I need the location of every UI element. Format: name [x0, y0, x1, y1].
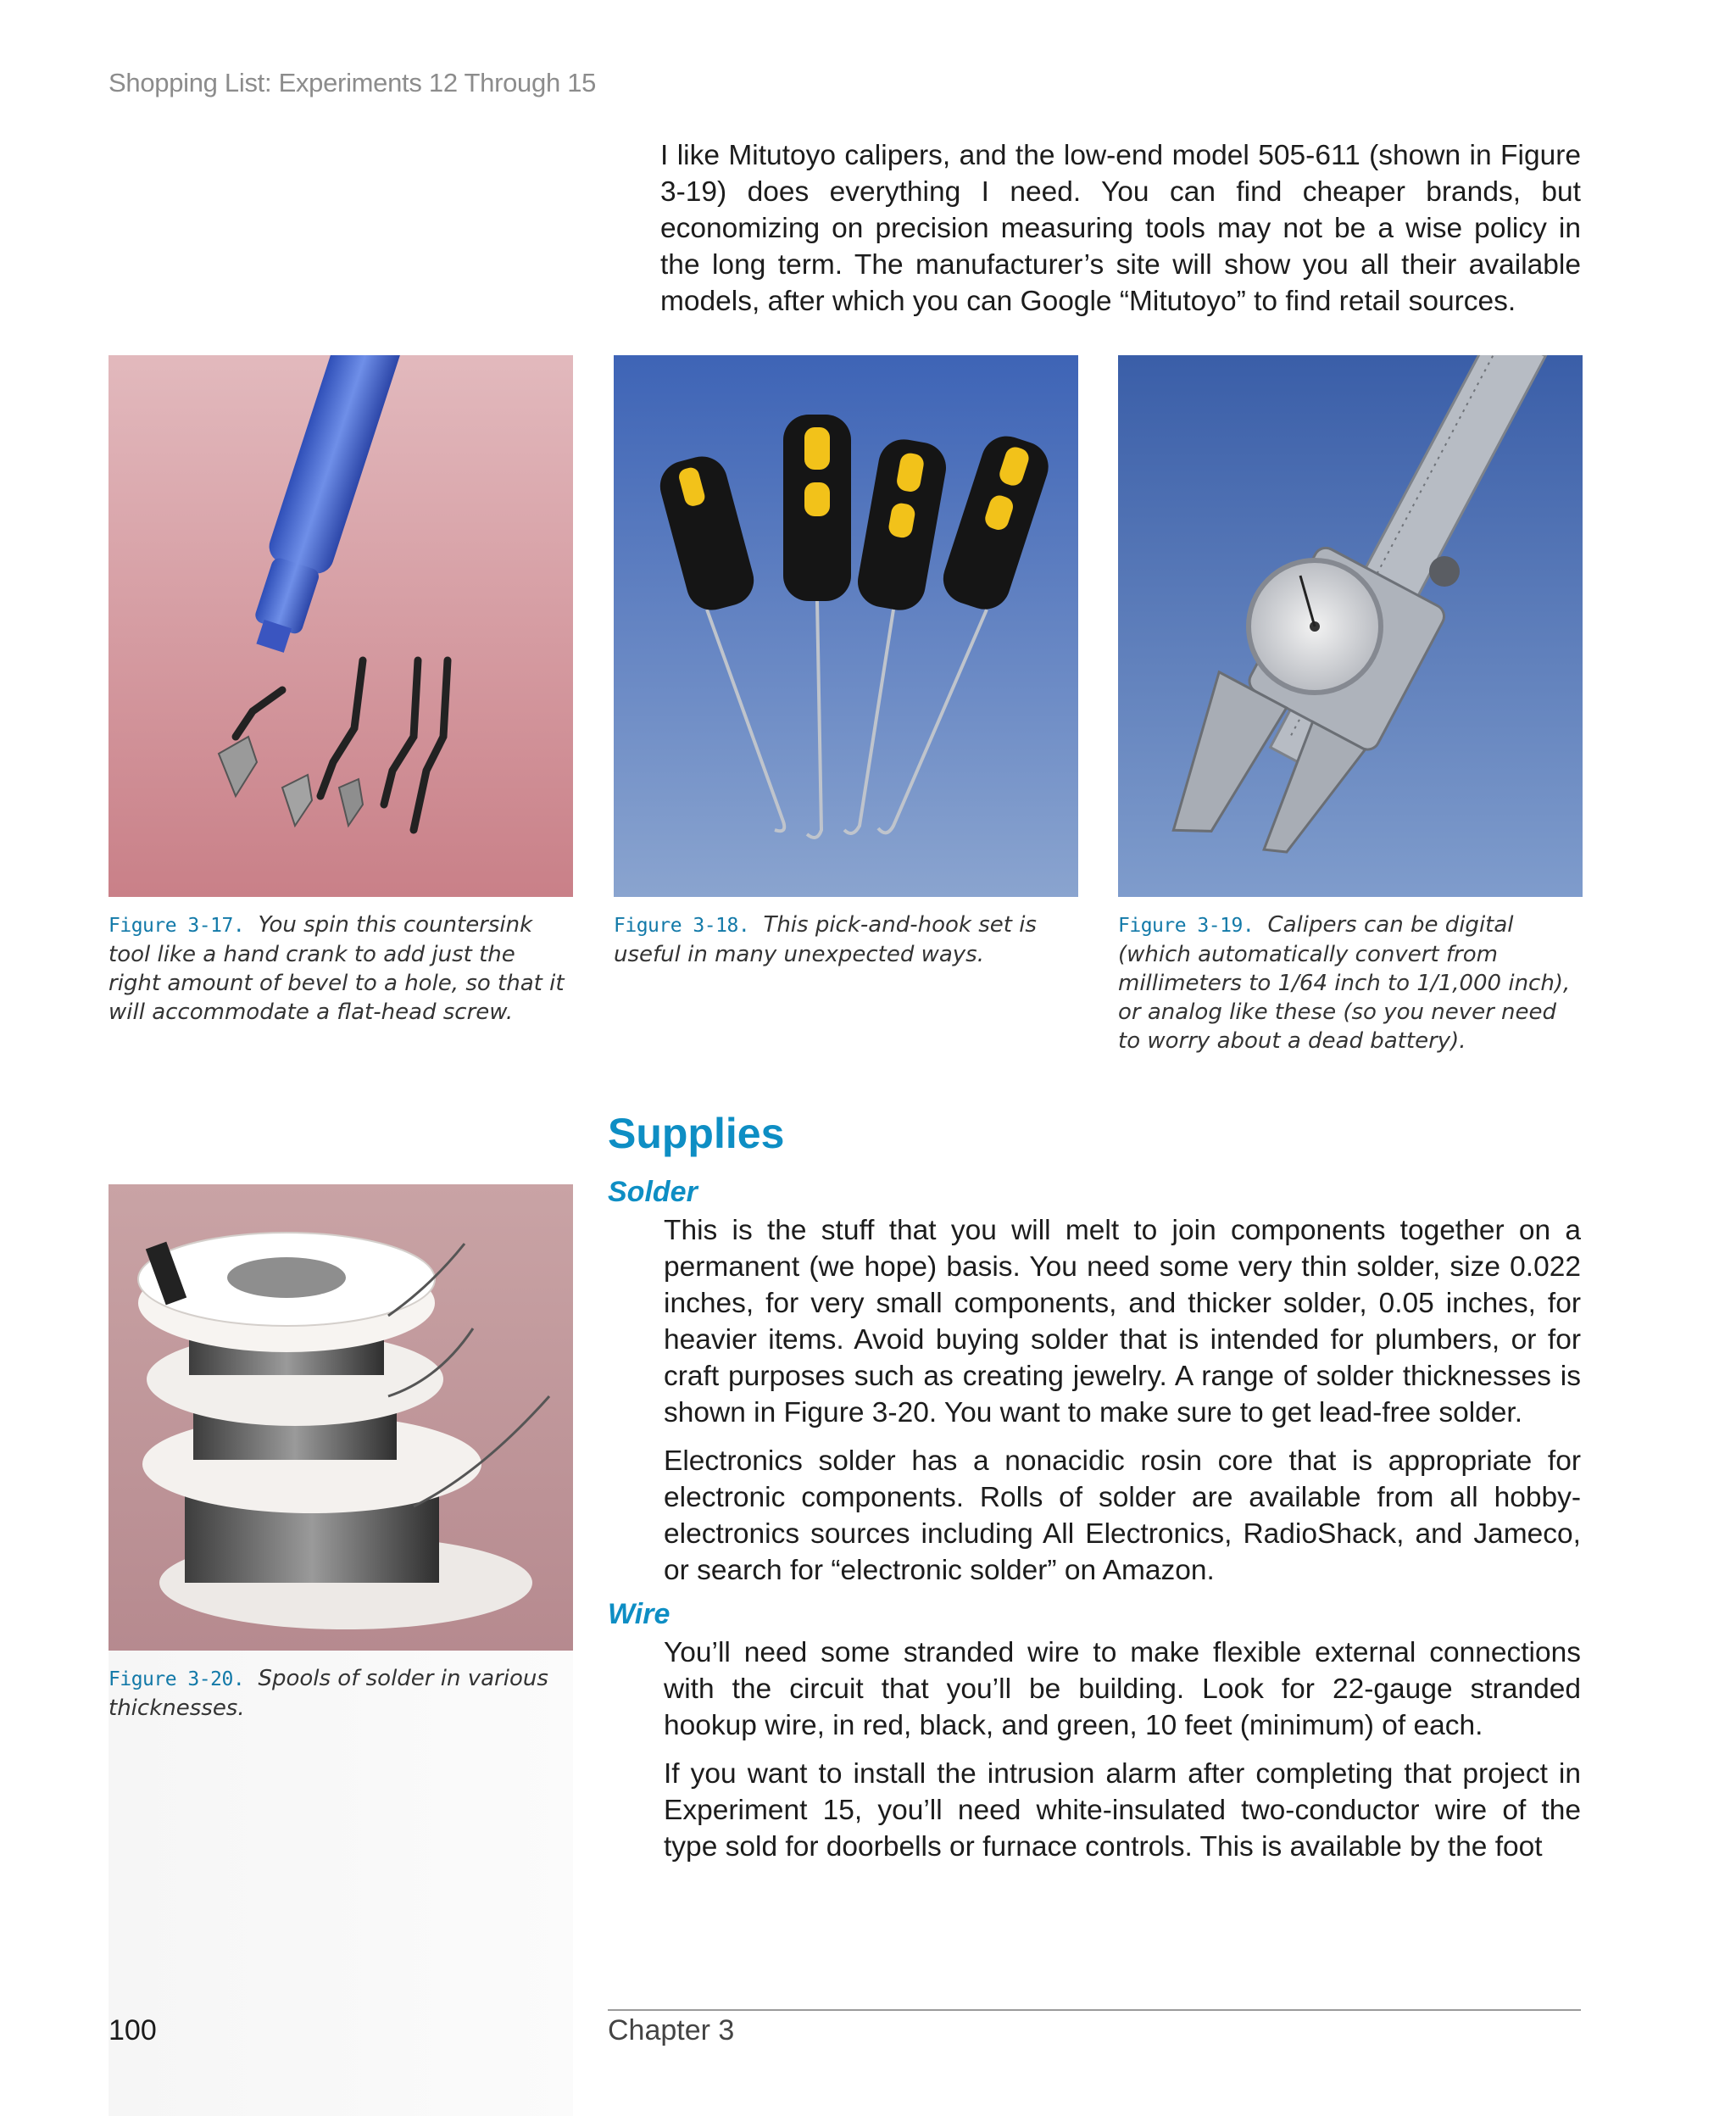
figure-3-18-caption	[614, 910, 1078, 969]
figure-label: Figure 3-18.	[614, 915, 750, 937]
figure-3-17-image	[108, 355, 573, 897]
solder-section	[664, 1212, 1581, 1589]
wire-paragraph-1: You’ll need some stranded wire to make flexible external connections with the circuit that you’ll be building. Look for 22-gauge stranded hookup wire, in red, black, and green, 10 feet (minimum) of each.	[664, 1637, 1581, 1741]
figure-label: Figure 3-17.	[108, 915, 245, 937]
caption-text: This pick-and-hook set is useful in many unexpected ways.	[614, 912, 1037, 967]
subhead-wire: Wire	[608, 1598, 670, 1630]
page-number: 100	[108, 2014, 157, 2046]
figure-3-19-caption	[1118, 910, 1583, 1055]
caption-text: Calipers can be digital (which automatically convert from millimeters to 1/64 inch to 1/1,000 inch), or analog like these (so you never need to worry about a dead battery).	[1118, 912, 1571, 1054]
footer-rule	[608, 2009, 1581, 2011]
intro-paragraph: I like Mitutoyo calipers, and the low-end model 505-611 (shown in Figure 3-19) does everything I need. You can find cheaper brands, but economizing on precision measuring tools may not be a wise policy in the long term. The manufacturer’s site will show you all their available models, after which you can Google “Mitutoyo” to find retail sources.	[660, 140, 1581, 317]
figure-3-20-image	[108, 1184, 573, 1651]
figure-3-20-caption	[108, 1664, 573, 1723]
wire-paragraph-2: If you want to install the intrusion alarm after completing that project in Experiment 15, you’ll need white-insulated two-conductor wire of the type sold for doorbells or furnace controls. This is available by the foot	[664, 1758, 1581, 1863]
figure-3-18-image	[614, 355, 1078, 897]
figure-3-19-image	[1118, 355, 1583, 897]
solder-paragraph-1: This is the stuff that you will melt to join components together on a permanent (we hope) basis. You need some very thin solder, size 0.022 inches, for very small components, and thicker solder, 0.05 inches, for heavier items. Avoid buying solder that is intended for plumbers, or for craft purposes such as creating jewelry. A range of solder thicknesses is shown in Figure 3-20. You want to make sure to get lead-free solder.	[664, 1215, 1581, 1428]
solder-paragraph-2: Electronics solder has a nonacidic rosin core that is appropriate for electronic components. Rolls of solder are available from all hobby-electronics sources including All Electronics, RadioShack, and Jameco, or search for “electronic solder” on Amazon.	[664, 1445, 1581, 1586]
chapter-label: Chapter 3	[608, 2014, 735, 2046]
caption-text: Spools of solder in various thicknesses.	[108, 1666, 548, 1721]
section-title-supplies: Supplies	[608, 1110, 785, 1157]
figure-label: Figure 3-19.	[1118, 915, 1255, 937]
running-head: Shopping List: Experiments 12 Through 15	[108, 68, 597, 97]
figure-3-17-caption	[108, 910, 573, 1027]
caption-text: You spin this countersink tool like a hand crank to add just the right amount of bevel to a hole, so that it will accommodate a flat-head screw.	[108, 912, 565, 1025]
figure-label: Figure 3-20.	[108, 1668, 245, 1690]
subhead-solder: Solder	[608, 1176, 698, 1208]
wire-section	[664, 1634, 1581, 1865]
